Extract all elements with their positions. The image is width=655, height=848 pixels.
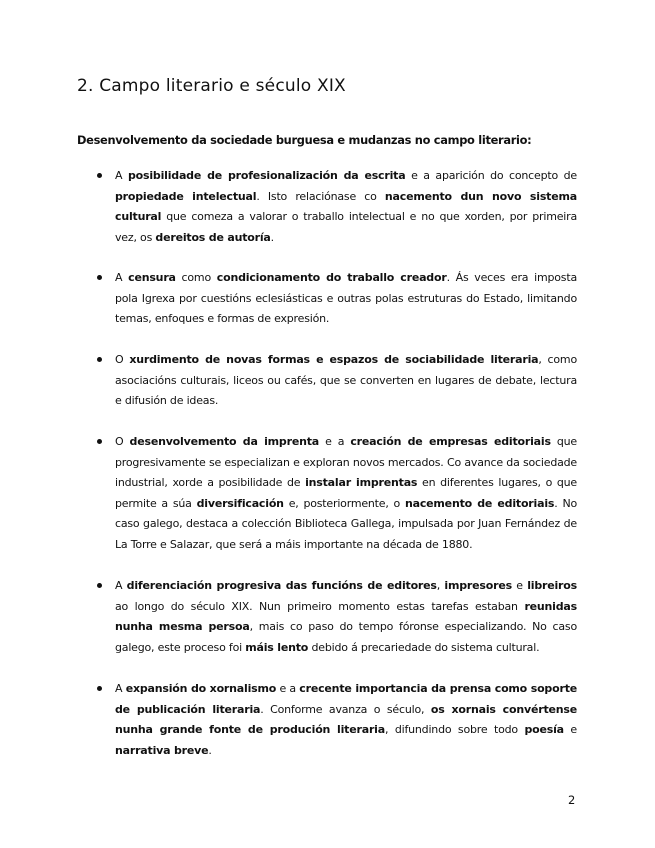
emphasis-text: posibilidade de profesionalización da escrita [127,169,406,182]
list-item-text [115,166,577,248]
body-text: . [208,743,212,757]
emphasis-text: nacemento dun novo sistema cultural [115,189,577,223]
section-title: 2. Campo literario e século XIX [77,76,346,96]
body-text: . Conforme avanza o século, [260,702,431,716]
list-item-text [115,268,577,330]
body-text: e a aparición do concepto de [405,169,577,182]
list-item-text [115,350,577,412]
bullet-icon [97,583,102,588]
bullet-icon [97,686,102,691]
body-text: e a [319,435,351,448]
page-number: 2 [568,793,576,807]
bullet-icon [97,439,102,444]
body-text: O [115,435,130,448]
emphasis-text: censura [128,271,176,284]
emphasis-text: desenvolvemento da imprenta [129,435,319,448]
list-item-text [115,432,577,555]
body-text: . No caso galego, destaca a colección Biblioteca Gallega, impulsada por Juan Fernández de La Torre e Salazar, que será a máis importante na década de 1880. [115,496,578,551]
emphasis-text: expansión do xornalismo [125,682,277,695]
emphasis-text: nacemento de editoriais [404,496,555,510]
body-text: debido á precariedade do sistema cultural. [308,640,540,654]
emphasis-text: creación de empresas editoriais [350,435,551,448]
emphasis-text: propiedade intelectual [115,189,257,203]
body-text: e [563,723,577,736]
emphasis-text: reunidas nunha mesma persoa [115,599,577,633]
body-text: en diferentes lugares, o que permite a súa [115,476,577,510]
emphasis-text: diversificación [196,496,284,510]
bullet-icon [97,275,102,280]
emphasis-text: crecente importancia da prensa como soporte de publicación literaria [115,682,578,716]
emphasis-text: os xornais convértense nunha grande fonte de produción literaria [115,702,578,736]
body-text: que progresivamente se especializan e exploran novos mercados. Co avance da sociedade industrial, xorde a posibilidade de [115,435,577,489]
body-text: A [115,169,128,182]
body-text: e, posteriormente, o [283,496,405,510]
bullet-icon [97,173,102,178]
body-text: e a [276,682,300,695]
body-text: , mais co paso do tempo fóronse especializando. No caso galego, este proceso foi [115,620,577,654]
intro-heading: Desenvolvemento da sociedade burguesa e mudanzas no campo literario: [77,133,532,147]
emphasis-text: dereitos de autoría [155,230,271,244]
body-text: como [175,271,217,284]
body-text: . Isto relaciónase co [256,189,385,203]
emphasis-text: condicionamento do traballo creador [216,271,447,284]
list-item-text [115,679,577,761]
body-text: que comeza a valorar o traballo intelectual e no que xorden, por primeira vez, os [115,210,577,244]
body-text: ao longo do século XIX. Nun primeiro momento estas tarefas estaban [115,599,525,613]
emphasis-text: impresores [444,579,512,592]
emphasis-text: poesía [524,723,564,736]
body-text: , [436,579,445,592]
emphasis-text: instalar imprentas [305,476,418,489]
body-text: , como asociacións culturais, liceos ou cafés, que se converten en lugares de debate, lectura e difusión de ideas. [115,353,577,407]
body-text: , difundindo sobre todo [384,723,525,736]
emphasis-text: xurdimento de novas formas e espazos de sociabilidade literaria [129,353,539,366]
emphasis-text: diferenciación progresiva das funcións de editores [126,579,437,592]
body-text: . [270,230,274,244]
emphasis-text: máis lento [245,640,309,654]
emphasis-text: libreiros [527,579,577,592]
body-text: . Ás veces era imposta pola Igrexa por cuestións eclesiásticas e outras polas estruturas do Estado, limitando temas, enfoques e formas de expresión. [115,271,577,325]
body-text: O [115,353,130,366]
list-item-text [115,576,577,658]
emphasis-text: narrativa breve [115,743,209,757]
body-text: A [115,682,126,695]
body-text: e [511,579,528,592]
body-text: A [115,579,127,592]
body-text: A [115,271,129,284]
bullet-icon [97,357,102,362]
